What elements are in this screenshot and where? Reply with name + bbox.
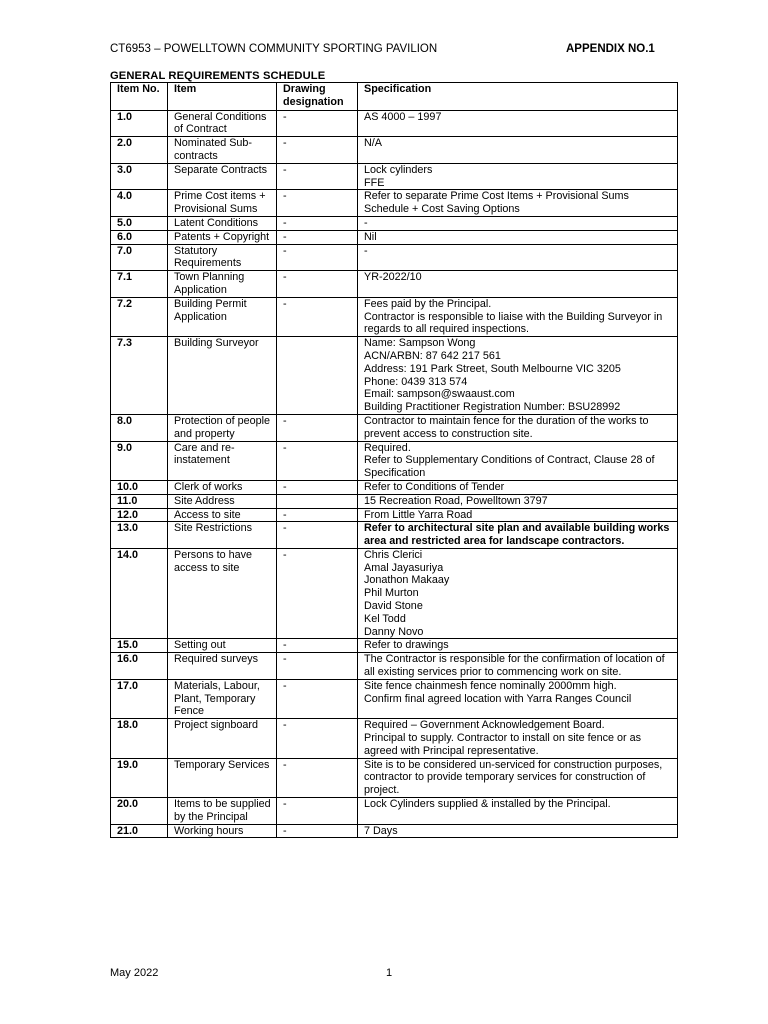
- specification-line: Name: Sampson Wong: [364, 337, 476, 350]
- drawing-designation-cell: -: [277, 414, 358, 441]
- specification-cell: [358, 137, 678, 164]
- table-row: [111, 414, 678, 441]
- specification-cell: [358, 522, 678, 549]
- table-row: [111, 494, 678, 508]
- specification-cell: [358, 480, 678, 494]
- specification-line: -: [364, 216, 368, 229]
- specification-cell: [358, 548, 678, 639]
- specification-line: 15 Recreation Road, Powelltown 3797: [364, 494, 548, 507]
- item-number-cell: 10.0: [111, 480, 168, 494]
- item-cell: Temporary Services: [168, 758, 277, 797]
- column-header-drawing-designation: Drawing designation: [277, 83, 358, 111]
- specification-line: Phil Murton: [364, 587, 419, 600]
- drawing-designation-cell: -: [277, 508, 358, 522]
- table-row: [111, 244, 678, 271]
- table-row: [111, 719, 678, 758]
- drawing-designation-cell: -: [277, 271, 358, 298]
- table-row: [111, 508, 678, 522]
- specification-line: FFE: [364, 176, 385, 189]
- specification-line: David Stone: [364, 600, 423, 613]
- item-number-cell: 19.0: [111, 758, 168, 797]
- specification-line: Refer to architectural site plan and available building works area and restricted area for landscape contractors.: [364, 522, 670, 548]
- specification-line: Chris Clerici: [364, 548, 423, 561]
- specification-cell: [358, 271, 678, 298]
- column-header-item: Item: [168, 83, 277, 111]
- specification-cell: [358, 337, 678, 415]
- item-number-cell: 18.0: [111, 719, 168, 758]
- specification-line: Amal Jayasuriya: [364, 561, 444, 574]
- specification-line: Site fence chainmesh fence nominally 2000mm high.: [364, 679, 617, 692]
- column-header-item-no: Item No.: [111, 83, 168, 111]
- table-row: [111, 824, 678, 838]
- table-row: [111, 798, 678, 825]
- specification-line: Building Practitioner Registration Number: BSU28992: [364, 401, 621, 414]
- item-cell: Working hours: [168, 824, 277, 838]
- specification-line: Lock cylinders: [364, 163, 433, 176]
- item-cell: Statutory Requirements: [168, 244, 277, 271]
- item-cell: Setting out: [168, 639, 277, 653]
- specification-cell: [358, 639, 678, 653]
- drawing-designation-cell: -: [277, 522, 358, 549]
- item-number-cell: 7.0: [111, 244, 168, 271]
- item-number-cell: 15.0: [111, 639, 168, 653]
- specification-line: Jonathon Makaay: [364, 574, 450, 587]
- item-number-cell: 7.1: [111, 271, 168, 298]
- specification-line: Site is to be considered un-serviced for construction purposes, contractor to provide temporary services for construction of project.: [364, 758, 663, 797]
- item-number-cell: 17.0: [111, 679, 168, 718]
- specification-cell: [358, 297, 678, 336]
- item-cell: Items to be supplied by the Principal: [168, 798, 277, 825]
- drawing-designation-cell: -: [277, 137, 358, 164]
- table-row: [111, 216, 678, 230]
- drawing-designation-cell: -: [277, 230, 358, 244]
- appendix-label: APPENDIX NO.1: [566, 43, 655, 55]
- item-number-cell: 7.3: [111, 337, 168, 415]
- item-number-cell: 12.0: [111, 508, 168, 522]
- item-cell: Persons to have access to site: [168, 548, 277, 639]
- table-row: [111, 271, 678, 298]
- drawing-designation-cell: -: [277, 480, 358, 494]
- drawing-designation-cell: -: [277, 110, 358, 137]
- drawing-designation-cell: -: [277, 441, 358, 480]
- specification-line: Nil: [364, 230, 377, 243]
- specification-line: -: [364, 244, 368, 257]
- specification-line: YR-2022/10: [364, 271, 422, 284]
- specification-cell: [358, 230, 678, 244]
- table-row: [111, 110, 678, 137]
- item-number-cell: 1.0: [111, 110, 168, 137]
- specification-line: Required – Government Acknowledgement Board.: [364, 719, 605, 732]
- table-row: [111, 337, 678, 415]
- item-cell: Care and re-instatement: [168, 441, 277, 480]
- item-cell: General Conditions of Contract: [168, 110, 277, 137]
- item-number-cell: 7.2: [111, 297, 168, 336]
- schedule-title: GENERAL REQUIREMENTS SCHEDULE: [110, 70, 326, 82]
- specification-cell: [358, 110, 678, 137]
- specification-cell: [358, 163, 678, 190]
- item-number-cell: 4.0: [111, 190, 168, 217]
- table-body: [111, 110, 678, 838]
- item-cell: Access to site: [168, 508, 277, 522]
- item-number-cell: 6.0: [111, 230, 168, 244]
- drawing-designation-cell: [277, 494, 358, 508]
- item-cell: Prime Cost items + Provisional Sums: [168, 190, 277, 217]
- item-cell: Materials, Labour, Plant, Temporary Fence: [168, 679, 277, 718]
- drawing-designation-cell: -: [277, 679, 358, 718]
- specification-line: Refer to drawings: [364, 639, 449, 652]
- drawing-designation-cell: -: [277, 798, 358, 825]
- table-row: [111, 653, 678, 680]
- specification-cell: [358, 244, 678, 271]
- drawing-designation-cell: -: [277, 824, 358, 838]
- table-row: [111, 679, 678, 718]
- specification-line: From Little Yarra Road: [364, 508, 473, 521]
- drawing-designation-cell: -: [277, 297, 358, 336]
- drawing-designation-cell: [277, 337, 358, 415]
- column-header-specification: Specification: [358, 83, 678, 111]
- specification-line: Contractor is responsible to liaise with the Building Surveyor in regards to all required inspections.: [364, 310, 663, 336]
- specification-line: ACN/ARBN: 87 642 217 561: [364, 349, 501, 362]
- item-number-cell: 20.0: [111, 798, 168, 825]
- table-row: [111, 522, 678, 549]
- specification-line: Required.: [364, 441, 411, 454]
- table-row: [111, 441, 678, 480]
- item-cell: Separate Contracts: [168, 163, 277, 190]
- item-cell: Protection of people and property: [168, 414, 277, 441]
- item-cell: Project signboard: [168, 719, 277, 758]
- item-cell: Latent Conditions: [168, 216, 277, 230]
- specification-cell: [358, 719, 678, 758]
- item-cell: Nominated Sub-contracts: [168, 137, 277, 164]
- specification-line: Kel Todd: [364, 612, 406, 625]
- specification-cell: [358, 798, 678, 825]
- specification-line: Phone: 0439 313 574: [364, 375, 468, 388]
- item-number-cell: 14.0: [111, 548, 168, 639]
- specification-cell: [358, 653, 678, 680]
- item-cell: Site Restrictions: [168, 522, 277, 549]
- specification-line: Confirm final agreed location with Yarra Ranges Council: [364, 692, 632, 705]
- table-row: [111, 230, 678, 244]
- general-requirements-table: [110, 82, 678, 838]
- item-number-cell: 8.0: [111, 414, 168, 441]
- table-row: [111, 639, 678, 653]
- specification-line: Refer to Conditions of Tender: [364, 480, 505, 493]
- item-number-cell: 11.0: [111, 494, 168, 508]
- footer-date: May 2022: [110, 967, 159, 979]
- specification-cell: [358, 441, 678, 480]
- table-row: [111, 137, 678, 164]
- item-cell: Required surveys: [168, 653, 277, 680]
- drawing-designation-cell: -: [277, 163, 358, 190]
- item-number-cell: 16.0: [111, 653, 168, 680]
- drawing-designation-cell: -: [277, 190, 358, 217]
- drawing-designation-cell: -: [277, 548, 358, 639]
- document-title: CT6953 – POWELLTOWN COMMUNITY SPORTING PAVILION: [110, 43, 438, 55]
- specification-line: Fees paid by the Principal.: [364, 297, 492, 310]
- item-number-cell: 2.0: [111, 137, 168, 164]
- item-cell: Building Permit Application: [168, 297, 277, 336]
- table-row: [111, 758, 678, 797]
- specification-line: Refer to separate Prime Cost Items + Provisional Sums Schedule + Cost Saving Options: [364, 190, 629, 216]
- item-cell: Town Planning Application: [168, 271, 277, 298]
- page-number: 1: [386, 967, 393, 979]
- item-number-cell: 3.0: [111, 163, 168, 190]
- item-cell: Building Surveyor: [168, 337, 277, 415]
- drawing-designation-cell: -: [277, 244, 358, 271]
- table-row: [111, 297, 678, 336]
- specification-cell: [358, 758, 678, 797]
- specification-cell: [358, 824, 678, 838]
- table-row: [111, 163, 678, 190]
- specification-cell: [358, 216, 678, 230]
- specification-cell: [358, 679, 678, 718]
- item-cell: Site Address: [168, 494, 277, 508]
- specification-line: Principal to supply. Contractor to install on site fence or as agreed with Principal representative.: [364, 732, 642, 757]
- drawing-designation-cell: -: [277, 719, 358, 758]
- specification-cell: [358, 508, 678, 522]
- specification-line: N/A: [364, 137, 382, 150]
- specification-line: The Contractor is responsible for the confirmation of location of all existing services prior to commencing work on site.: [364, 653, 665, 679]
- drawing-designation-cell: -: [277, 216, 358, 230]
- drawing-designation-cell: -: [277, 653, 358, 680]
- specification-line: Refer to Supplementary Conditions of Contract, Clause 28 of Specification: [364, 454, 655, 480]
- item-cell: Patents + Copyright: [168, 230, 277, 244]
- item-number-cell: 13.0: [111, 522, 168, 549]
- specification-line: Contractor to maintain fence for the duration of the works to prevent access to construction site.: [364, 414, 649, 440]
- specification-line: 7 Days: [364, 824, 398, 837]
- specification-cell: [358, 414, 678, 441]
- item-number-cell: 5.0: [111, 216, 168, 230]
- specification-line: Danny Novo: [364, 625, 424, 638]
- drawing-designation-cell: -: [277, 639, 358, 653]
- table-header-row: [111, 83, 678, 111]
- specification-cell: [358, 190, 678, 217]
- item-number-cell: 21.0: [111, 824, 168, 838]
- table-row: [111, 548, 678, 639]
- specification-cell: [358, 494, 678, 508]
- specification-line: Address: 191 Park Street, South Melbourne VIC 3205: [364, 362, 621, 375]
- specification-line: Lock Cylinders supplied & installed by the Principal.: [364, 798, 611, 811]
- drawing-designation-cell: -: [277, 758, 358, 797]
- table-row: [111, 480, 678, 494]
- specification-line: Email: sampson@swaaust.com: [364, 388, 515, 401]
- item-cell: Clerk of works: [168, 480, 277, 494]
- table-row: [111, 190, 678, 217]
- item-number-cell: 9.0: [111, 441, 168, 480]
- specification-line: AS 4000 – 1997: [364, 110, 442, 123]
